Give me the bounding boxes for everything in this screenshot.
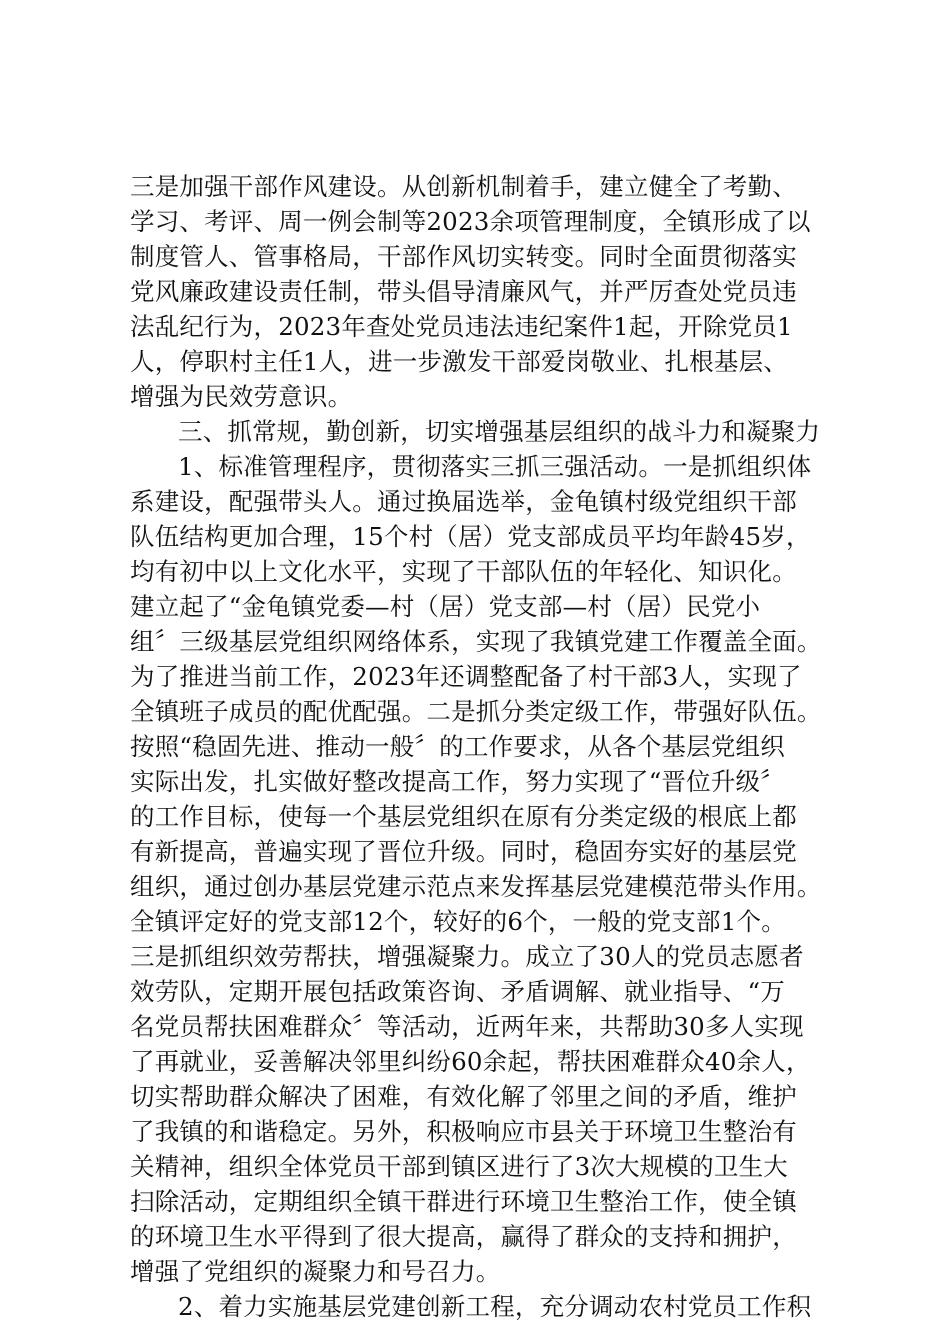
text-line: 名党员帮扶困难群众〞等活动，近两年来，共帮助30多人实现 [130, 1012, 804, 1041]
text-line: 的工作目标，使每一个基层党组织在原有分类定级的根底上都 [130, 802, 797, 831]
text-line: 实际出发，扎实做好整改提高工作，努力实现了“晋位升级〞 [130, 767, 785, 796]
text-line: 学习、考评、周一例会制等2023余项管理制度，全镇形成了以 [130, 207, 811, 236]
text-line: 人，停职村主任1人，进一步激发干部爱岗敬业、扎根基层、 [130, 347, 788, 376]
text-line: 三是加强干部作风建设。从创新机制着手，建立健全了考勤、 [130, 172, 797, 201]
text-line: 制度管人、管事格局，干部作风切实转变。同时全面贯彻落实 [130, 242, 797, 271]
text-line: 效劳队，定期开展包括政策咨询、矛盾调解、就业指导、“万 [130, 977, 785, 1006]
text-line: 队伍结构更加合理，15个村（居）党支部成员平均年龄45岁， [130, 522, 811, 551]
text-line: 党风廉政建设责任制，带头倡导清廉风气，并严厉查处党员违 [130, 277, 797, 306]
text-line: 增强了党组织的凝聚力和号召力。 [130, 1257, 501, 1286]
text-line: 全镇评定好的党支部12个，较好的6个，一般的党支部1个。 [130, 907, 786, 936]
text-line: 有新提高，普遍实现了晋位升级。同时，稳固夯实好的基层党 [130, 837, 797, 866]
text-line: 增强为民效劳意识。 [130, 382, 353, 411]
text-line: 了我镇的和谐稳定。另外，积极响应市县关于环境卫生整治有 [130, 1117, 797, 1146]
text-line: 了再就业，妥善解决邻里纠纷60余起，帮扶困难群众40余人， [130, 1047, 811, 1076]
text-line: 三是抓组织效劳帮扶，增强凝聚力。成立了30人的党员志愿者 [130, 942, 804, 971]
section-heading: 三、抓常规，勤创新，切实增强基层组织的战斗力和凝聚力 [178, 417, 821, 446]
text-line: 1、标准管理程序，贯彻落实三抓三强活动。一是抓组织体 [178, 452, 812, 481]
text-line: 法乱纪行为，2023年查处党员违法违纪案件1起，开除党员1 [130, 312, 793, 341]
text-line: 系建设，配强带头人。通过换届选举，金龟镇村级党组织干部 [130, 487, 797, 516]
text-line: 建立起了“金龟镇党委—村（居）党支部—村（居）民党小 [130, 592, 761, 621]
text-line: 组〞三级基层党组织网络体系，实现了我镇党建工作覆盖全面。 [130, 627, 822, 656]
text-line: 的环境卫生水平得到了很大提高，赢得了群众的支持和拥护， [130, 1222, 797, 1251]
text-line: 按照“稳固先进、推动一般〞的工作要求，从各个基层党组织 [130, 732, 785, 761]
text-line: 为了推进当前工作，2023年还调整配备了村干部3人，实现了 [130, 662, 802, 691]
text-line: 全镇班子成员的配优配强。二是抓分类定级工作，带强好队伍。 [130, 697, 822, 726]
text-line: 切实帮助群众解决了困难，有效化解了邻里之间的矛盾，维护 [130, 1082, 797, 1111]
text-line: 2、着力实施基层党建创新工程，充分调动农村党员工作积 [178, 1292, 812, 1321]
text-line: 均有初中以上文化水平，实现了干部队伍的年轻化、知识化。 [130, 557, 797, 586]
text-line: 关精神，组织全体党员干部到镇区进行了3次大规模的卫生大 [130, 1152, 788, 1181]
text-line: 组织，通过创办基层党建示范点来发挥基层党建模范带头作用。 [130, 872, 822, 901]
text-line: 扫除活动，定期组织全镇干群进行环境卫生整治工作，使全镇 [130, 1187, 797, 1216]
